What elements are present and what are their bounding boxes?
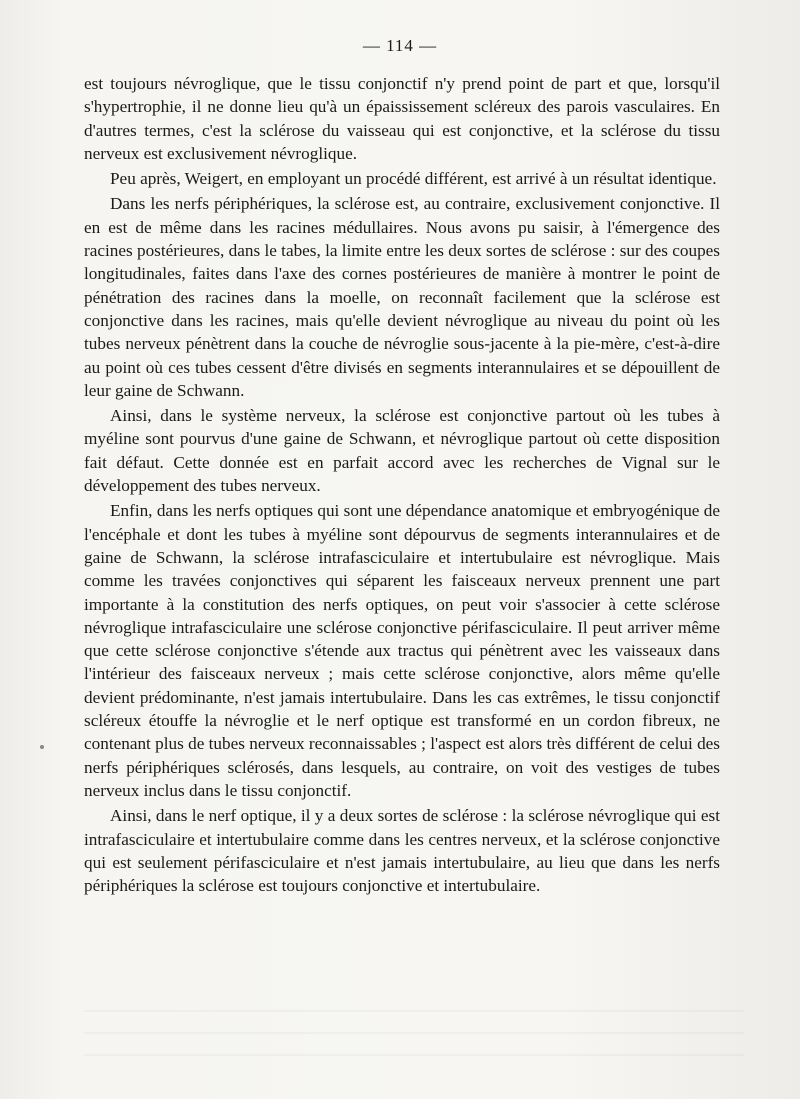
body-text (84, 72, 720, 899)
paragraph-4: Ainsi, dans le système nerveux, la sclérose est conjonctive partout où les tubes à myéline sont pourvus d'une gaine de Schwann, et névroglique partout où cette disposition fait défaut. Cette donnée est en parfait accord avec les recherches de Vignal sur le développement des tubes nerveux. (84, 406, 720, 496)
paragraph-5: Enfin, dans les nerfs optiques qui sont une dépendance anatomique et embryogénique de l'encéphale et dont les tubes à myéline sont dépourvus de segments interannulaires et de gaine de Schwann, la sclérose intrafasciculaire et intertubulaire est névroglique. Mais comme les travées conjonctives qui séparent les faisceaux nerveux prennent une part importante à la constitution des nerfs optiques, on peut voir s'associer à cette sclérose névroglique intrafasciculaire une sclérose conjonctive périfasciculaire. Il peut arriver même que cette sclérose conjonctive s'étende aux tractus qui pénètrent avec les vaisseaux dans l'intérieur des faisceaux nerveux ; mais cette sclérose conjonctive, alors même qu'elle devient prédominante, n'est jamais intertubulaire. Dans les cas extrêmes, le tissu conjonctif scléreux étouffe la névroglie et le nerf optique est transformé en un cordon fibreux, ne contenant plus de tubes nerveux reconnaissables ; l'aspect est alors très différent de celui des nerfs périphériques sclérosés, dans lesquels, au contraire, on voit des vestiges de tubes nerveux inclus dans le tissu conjonctif. (84, 501, 720, 800)
page-number: — 114 — (362, 36, 438, 55)
paper-speck (40, 745, 44, 749)
show-through-texture (84, 1010, 744, 1070)
paragraph-1: est toujours névroglique, que le tissu conjonctif n'y prend point de part et que, lorsqu'il s'hypertrophie, il ne donne lieu qu'à un épaississement scléreux des parois vasculaires. En d'autres termes, c'est la sclérose du vaisseau qui est conjonctive, et la sclérose du tissu nerveux est exclusivement névroglique. (84, 74, 720, 163)
paragraph-6: Ainsi, dans le nerf optique, il y a deux sortes de sclérose : la sclérose névroglique qui est intrafasciculaire et intertubulaire comme dans les centres nerveux, et la sclérose conjonctive qui est seulement périfasciculaire et n'est jamais intertubulaire, au lieu que dans les nerfs périphériques la sclérose est toujours conjonctive et intertubulaire. (84, 806, 720, 896)
paragraph-3: Dans les nerfs périphériques, la sclérose est, au contraire, exclusivement conjonctive. Il en est de même dans les racines médullaires. Nous avons pu saisir, à l'émergence des racines postérieures, dans le tabes, la limite entre les deux sortes de sclérose : sur des coupes longitudinales, faites dans l'axe des cornes postérieures de manière à montrer le point de pénétration des racines dans la moelle, on reconnaît facilement que la sclérose est conjonctive dans les racines, mais qu'elle devient névroglique au niveau du point où les tubes nerveux pénètrent dans la couche de névroglie sous-jacente à la pie-mère, c'est-à-dire au point où ces tubes cessent d'être divisés en segments interannulaires et se dépouillent de leur gaine de Schwann. (84, 194, 720, 400)
paragraph-2: Peu après, Weigert, en employant un procédé différent, est arrivé à un résultat identique. (110, 169, 717, 189)
